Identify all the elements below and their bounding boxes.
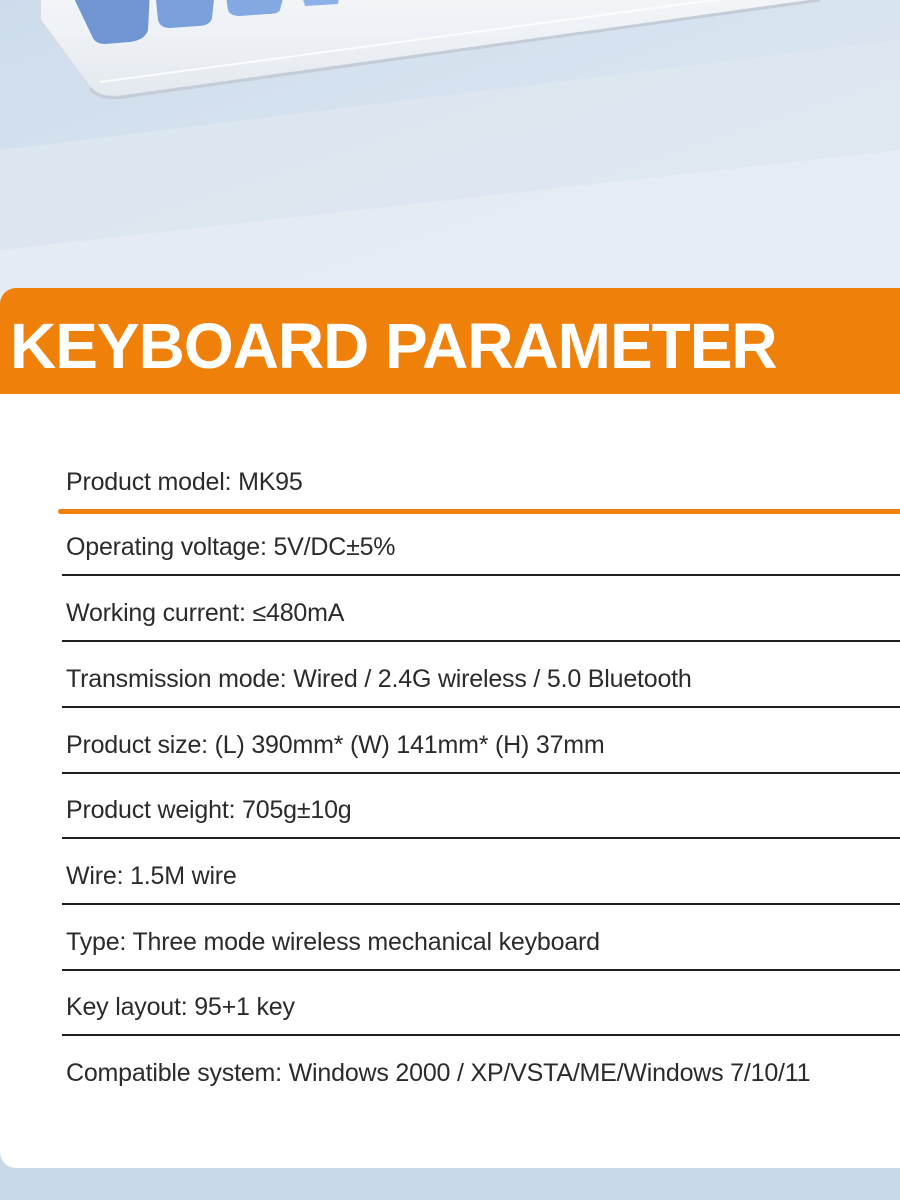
spec-row-product-weight [62,773,900,839]
spec-row-type [62,905,900,971]
spec-label: Working current: ≤480mA [66,599,345,627]
spec-row-product-model [62,445,900,511]
spec-label: Transmission mode: Wired / 2.4G wireless / 5.0 Bluetooth [66,665,692,693]
spec-label: Wire: 1.5M wire [66,862,237,890]
keyboard-illustration [0,0,900,300]
spec-row-transmission-mode [62,642,900,708]
spec-label: Type: Three mode wireless mechanical keyboard [66,928,600,956]
spec-row-working-current [62,576,900,642]
spec-label: Operating voltage: 5V/DC±5% [66,533,396,561]
spec-row-operating-voltage [62,510,900,576]
keyboard-photo [0,0,900,300]
banner-title: KEYBOARD PARAMETER [10,310,777,382]
spec-label: Compatible system: Windows 2000 / XP/VSTA/ME/Windows 7/10/11 [66,1059,811,1087]
spec-label: Key layout: 95+1 key [66,993,295,1021]
parameter-card [0,288,900,1168]
spec-row-product-size [62,708,900,774]
spec-label: Product size: (L) 390mm* (W) 141mm* (H) 37mm [66,731,605,759]
spec-row-wire [62,839,900,905]
spec-row-key-layout [62,970,900,1036]
spec-label: Product model: MK95 [66,468,303,496]
spec-label: Product weight: 705g±10g [66,796,352,824]
spec-list [0,288,900,1168]
spec-row-compatible-system [62,1036,900,1102]
